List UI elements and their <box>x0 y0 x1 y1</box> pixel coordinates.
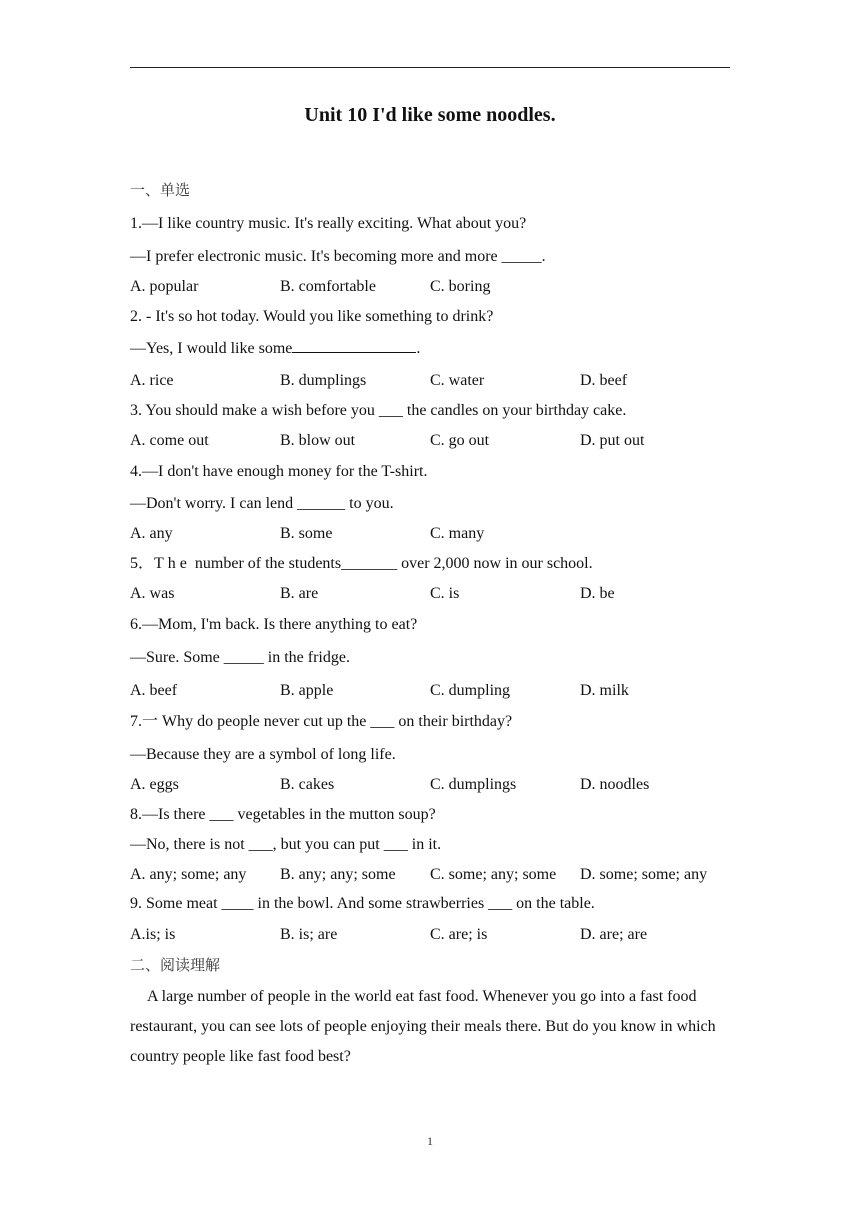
q7-line2: —Because they are a symbol of long life. <box>130 746 396 763</box>
q1-option-b: B. comfortable <box>280 278 376 295</box>
q9-option-d: D. are; are <box>580 926 648 943</box>
q5-text: number of the students_______ over 2,000 now in our school. <box>190 555 593 572</box>
q6-line2: —Sure. Some _____ in the fridge. <box>130 649 350 666</box>
q6-option-b: B. apple <box>280 682 334 699</box>
q3-option-a: A. come out <box>130 432 209 449</box>
q3-option-c: C. go out <box>430 432 490 449</box>
q1-option-a: A. popular <box>130 278 199 295</box>
q2-option-a: A. rice <box>130 372 174 389</box>
q7-option-a: A. eggs <box>130 776 179 793</box>
q4-line2: —Don't worry. I can lend ______ to you. <box>130 495 394 512</box>
header-rule <box>130 67 730 68</box>
q4-option-b: B. some <box>280 525 333 542</box>
q9-option-b: B. is; are <box>280 926 338 943</box>
section-heading-single-choice: 一、单选 <box>130 181 191 199</box>
q2-line2-prefix: —Yes, I would like some <box>130 340 293 357</box>
q3-option-b: B. blow out <box>280 432 356 449</box>
q3-line1: 3. You should make a wish before you ___ the candles on your birthday cake. <box>130 402 627 419</box>
q6-option-d: D. milk <box>580 682 629 699</box>
q5-number: 5． <box>130 555 155 572</box>
q8-option-a: A. any; some; any <box>130 866 247 883</box>
q4-option-c: C. many <box>430 525 485 542</box>
q4-option-a: A. any <box>130 525 173 542</box>
q5-the: The <box>154 555 191 572</box>
q5-option-b: B. are <box>280 585 319 602</box>
q5-option-c: C. is <box>430 585 460 602</box>
q2-option-d: D. beef <box>580 372 628 389</box>
q6-option-c: C. dumpling <box>430 682 511 699</box>
q2-option-b: B. dumplings <box>280 372 367 389</box>
q2-option-c: C. water <box>430 372 485 389</box>
q2-line1: 2. - It's so hot today. Would you like something to drink? <box>130 308 494 325</box>
answer-blank <box>292 338 416 353</box>
q7-option-c: C. dumplings <box>430 776 517 793</box>
q1-option-c: C. boring <box>430 278 491 295</box>
q9-option-a: A.is; is <box>130 926 176 943</box>
q5-line1 <box>130 554 593 574</box>
q8-line1: 8.—Is there ___ vegetables in the mutton soup? <box>130 806 436 823</box>
section-heading-reading: 二、阅读理解 <box>130 956 221 974</box>
q7-option-d: D. noodles <box>580 776 650 793</box>
q6-option-a: A. beef <box>130 682 178 699</box>
q5-option-d: D. be <box>580 585 615 602</box>
page-number: 1 <box>427 1134 433 1148</box>
q7-option-b: B. cakes <box>280 776 335 793</box>
q8-line2: —No, there is not ___, but you can put ___ in it. <box>130 836 442 853</box>
q2-line2-suffix: . <box>416 340 421 357</box>
q8-option-c: C. some; any; some <box>430 866 557 883</box>
q3-option-d: D. put out <box>580 432 645 449</box>
q5-option-a: A. was <box>130 585 175 602</box>
q6-line1: 6.—Mom, I'm back. Is there anything to eat? <box>130 616 418 633</box>
q8-option-b: B. any; any; some <box>280 866 396 883</box>
q7-line1: 7.一 Why do people never cut up the ___ on their birthday? <box>130 713 513 730</box>
document-title: Unit 10 I'd like some noodles. <box>304 104 556 126</box>
q4-line1: 4.—I don't have enough money for the T-shirt. <box>130 463 428 480</box>
reading-passage: A large number of people in the world eat fast food. Whenever you go into a fast food restaurant, you can see lots of people enjoying their meals there. But do you know in which country people like fast food best? <box>130 988 716 1065</box>
q8-option-d: D. some; some; any <box>580 866 708 883</box>
q2-line2 <box>130 338 420 359</box>
q9-option-c: C. are; is <box>430 926 488 943</box>
q1-line2: —I prefer electronic music. It's becoming more and more _____. <box>130 248 546 265</box>
q9-line1: 9. Some meat ____ in the bowl. And some strawberries ___ on the table. <box>130 895 595 912</box>
q1-line1: 1.—I like country music. It's really exciting. What about you? <box>130 215 527 232</box>
